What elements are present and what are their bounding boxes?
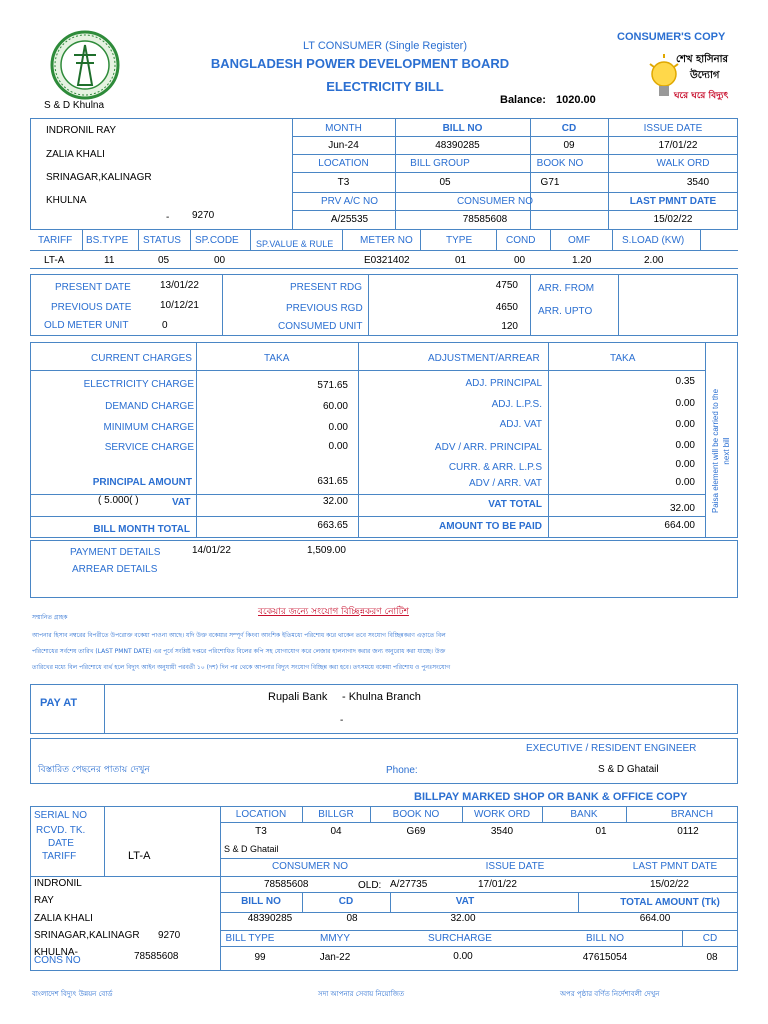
billgr-copy-value: 04 — [330, 826, 342, 837]
bill-month-total-value: 663.65 — [317, 520, 348, 531]
bpdb-seal-icon — [50, 30, 120, 100]
adj-vat-value: 0.00 — [675, 419, 695, 430]
amount-to-be-paid-label: AMOUNT TO BE PAID — [439, 521, 542, 532]
billno-header: BILL NO — [442, 123, 483, 134]
issue-date-value: 17/01/22 — [658, 140, 698, 151]
tariff-header: TARIFF — [38, 235, 73, 246]
bookno-header: BOOK NO — [536, 158, 584, 169]
cond-header: COND — [506, 235, 536, 246]
billgroup-value: 05 — [439, 177, 451, 188]
bank-copy-value: 01 — [595, 826, 607, 837]
billno2-copy-value: 47615054 — [582, 952, 628, 963]
engineer-office: S & D Ghatail — [598, 764, 659, 775]
notice-line-1: আপনার হিসাব নম্বরের বিপরীতে উপরোক্ত বকেয়া পাওনা আছে। যদি উক্ত বকেয়ার সম্পূর্ণ কিংবা আংশিক ইতিমধ্যে পরিশোধ করে থাকেন তবে সংযোগ বিচ্ছিন্নকরণ এড়াতে বিল — [32, 632, 446, 639]
notice-title: বকেয়ার জন্যে সংযোগ বিচ্ছিন্নকরণ নোটিশ — [258, 607, 409, 617]
date-label: DATE — [48, 838, 74, 849]
bookno-copy-value: G69 — [406, 826, 426, 837]
cd2-copy-header: CD — [702, 933, 718, 944]
office-name: S & D Khulna — [44, 100, 105, 111]
adj-principal-value: 0.35 — [675, 376, 695, 387]
principal-amount-label: PRINCIPAL AMOUNT — [92, 477, 192, 488]
branch-copy-value: 0112 — [677, 826, 699, 837]
omf-value: 1.20 — [572, 255, 592, 266]
pay-at-bank: Rupali Bank — [268, 691, 328, 703]
adjustment-header: ADJUSTMENT/ARREAR — [428, 353, 540, 364]
prv-ac-header: PRV A/C NO — [320, 196, 379, 207]
copy-label: CONSUMER'S COPY — [617, 31, 726, 43]
bstype-header: BS.TYPE — [86, 235, 129, 246]
principal-amount-value: 631.65 — [317, 476, 348, 487]
issue-date-header: ISSUE DATE — [643, 123, 703, 134]
issue-copy-value: 17/01/22 — [478, 879, 517, 890]
consumer-address-3: KHULNA — [46, 195, 87, 206]
walkord-value: 3540 — [686, 177, 710, 188]
payment-amount: 1,509.00 — [307, 545, 346, 556]
arr-upto-label: ARR. UPTO — [538, 306, 593, 317]
vat-rate-label: ( 5.000( ) — [98, 495, 139, 506]
taka-header-2: TAKA — [610, 353, 636, 364]
mmyy-copy-header: MMYY — [320, 933, 350, 944]
issue-copy-header: ISSUE DATE — [485, 861, 545, 872]
vat-copy-value: 32.00 — [450, 913, 476, 924]
consno-copy-header: CONSUMER NO — [271, 861, 349, 872]
type-header: TYPE — [446, 235, 473, 246]
omf-header: OMF — [568, 235, 591, 246]
spcode-value: 00 — [214, 255, 226, 266]
type-value: 01 — [455, 255, 467, 266]
prv-ac-value: A/25535 — [330, 214, 369, 225]
current-charges-header: CURRENT CHARGES — [91, 353, 192, 364]
location-copy-value: T3 — [255, 826, 267, 837]
surcharge-copy-header: SURCHARGE — [428, 933, 492, 944]
details-back-page-note: বিস্তারিত পেছনের পাতায় দেখুন — [38, 765, 150, 775]
last-payment-header: LAST PMNT DATE — [629, 196, 717, 207]
consumed-unit-label: CONSUMED UNIT — [278, 321, 363, 332]
service-charge-value: 0.00 — [328, 441, 348, 452]
bstype-value: 11 — [104, 255, 115, 266]
tariff-value: LT-A — [44, 255, 65, 266]
electricity-charge-label: ELECTRICITY CHARGE — [83, 379, 194, 390]
office-copy-office: S & D Ghatail — [224, 844, 279, 854]
adj-lps-label: ADJ. L.P.S. — [491, 399, 542, 410]
adv-arr-principal-label: ADV / ARR. PRINCIPAL — [434, 442, 542, 453]
month-header: MONTH — [325, 123, 362, 134]
adj-principal-label: ADJ. PRINCIPAL — [465, 378, 542, 389]
cons-no-copy-label: CONS NO — [34, 955, 81, 966]
vat-total-label: VAT TOTAL — [488, 499, 542, 510]
balance-label: Balance: — [500, 94, 546, 106]
sload-value: 2.00 — [644, 255, 664, 266]
meter-header: METER NO — [360, 235, 413, 246]
meter-value: E0321402 — [364, 255, 410, 266]
present-rdg-label: PRESENT RDG — [290, 282, 363, 293]
demand-charge-label: DEMAND CHARGE — [105, 401, 194, 412]
copy-name-1: INDRONIL — [34, 878, 82, 889]
billno-copy-header: BILL NO — [241, 896, 281, 907]
old-meter-label: OLD METER UNIT — [44, 320, 129, 331]
arrear-details-label: ARREAR DETAILS — [72, 564, 158, 575]
adv-arr-principal-value: 0.00 — [675, 440, 695, 451]
vat-value: 32.00 — [322, 496, 348, 507]
spcode-header: SP.CODE — [195, 235, 239, 246]
cd-value: 09 — [563, 140, 575, 151]
document-title: ELECTRICITY BILL — [326, 79, 444, 94]
present-date-label: PRESENT DATE — [55, 282, 131, 293]
old-meter-value: 0 — [162, 320, 168, 331]
pay-at-dash: - — [340, 715, 344, 726]
consumer-name: INDRONIL RAY — [46, 125, 117, 136]
billgroup-header: BILL GROUP — [410, 158, 470, 169]
present-rdg-value: 4750 — [495, 280, 518, 291]
meter-reading-box — [30, 274, 738, 336]
copy-address-2: SRINAGAR,KALINAGR — [34, 930, 140, 941]
billno-value: 48390285 — [435, 140, 480, 151]
total-amount-copy-value: 664.00 — [639, 913, 671, 924]
footer-left: বাংলাদেশ বিদ্যুৎ উন্নয়ন বোর্ড — [32, 990, 113, 998]
copy-address-3: KHULNA- — [34, 947, 78, 958]
cd-header: CD — [561, 123, 577, 134]
consumer-dash: - — [166, 212, 170, 223]
demand-charge-value: 60.00 — [322, 401, 348, 412]
serial-no-label: SERIAL NO — [34, 810, 87, 821]
logo-text-2: উদ্যোগ — [690, 70, 720, 81]
notice-line-2: পরিশোধের সর্বশেষ তারিখ (LAST PMNT DATE) এর পূর্বে সংশ্লিষ্ট দপ্তরে পরিশোধিত বিলের কপি সহ যোগাযোগ করে লেজার হালনাগাদ করার জন্য অনুরোধ করা যাচ্ছে। উক্ত — [32, 648, 446, 655]
billtype-copy-value: 99 — [254, 952, 266, 963]
spvalue-header: SP.VALUE & RULE — [256, 239, 334, 249]
notice-greeting: সম্মানিত গ্রাহক — [32, 614, 68, 621]
vat-label: VAT — [172, 497, 191, 508]
cd-copy-value: 08 — [346, 913, 358, 924]
cons-no-copy-value: 78585608 — [134, 951, 179, 962]
workord-copy-header: WORK ORD — [473, 809, 531, 820]
lastpay-copy-value: 15/02/22 — [650, 879, 689, 890]
curr-arr-lps-value: 0.00 — [675, 459, 695, 470]
paisa-note: Paisa element will be carried to the next bill — [711, 388, 731, 514]
month-value: Jun-24 — [328, 140, 359, 151]
payment-details-label: PAYMENT DETAILS — [70, 547, 161, 558]
previous-rgd-label: PREVIOUS RGD — [286, 303, 363, 314]
old-copy-value: A/27735 — [390, 879, 428, 890]
bookno-value: G71 — [540, 177, 560, 188]
payment-date: 14/01/22 — [192, 545, 231, 556]
surcharge-copy-value: 0.00 — [453, 951, 473, 962]
consumer-address-1: ZALIA KHALI — [46, 149, 105, 160]
adv-arr-vat-label: ADV / ARR. VAT — [469, 478, 542, 489]
copy-address-1: ZALIA KHALI — [34, 913, 93, 924]
curr-arr-lps-label: CURR. & ARR. L.P.S — [448, 462, 542, 473]
present-date-value: 13/01/22 — [160, 280, 199, 291]
engineer-title: EXECUTIVE / RESIDENT ENGINEER — [526, 743, 697, 754]
status-value: 05 — [158, 255, 170, 266]
bill-month-total-label: BILL MONTH TOTAL — [93, 524, 190, 535]
bookno-copy-header: BOOK NO — [392, 809, 440, 820]
office-copy-title: BILLPAY MARKED SHOP OR BANK & OFFICE COPY — [414, 791, 688, 803]
adj-lps-value: 0.00 — [675, 398, 695, 409]
location-copy-header: LOCATION — [235, 809, 287, 820]
pay-at-label: PAY AT — [40, 697, 78, 709]
consumer-no-header: CONSUMER NO — [456, 196, 534, 207]
vat-total-value: 32.00 — [669, 503, 695, 514]
adv-arr-vat-value: 0.00 — [675, 477, 695, 488]
previous-date-label: PREVIOUS DATE — [51, 302, 132, 313]
copy-code: 9270 — [158, 930, 181, 941]
branch-copy-header: BRANCH — [670, 809, 714, 820]
previous-rgd-value: 4650 — [495, 302, 518, 313]
total-amount-copy-header: TOTAL AMOUNT (Tk) — [620, 897, 720, 908]
status-header: STATUS — [143, 235, 181, 246]
billno2-copy-header: BILL NO — [586, 933, 624, 944]
taka-header: TAKA — [264, 353, 290, 364]
footer-right: অপর পৃষ্ঠার বর্ণিত নির্দেশাবলী দেখুন — [560, 990, 660, 998]
consumer-address-2: SRINAGAR,KALINAGR — [46, 172, 152, 183]
location-header: LOCATION — [318, 158, 369, 169]
workord-copy-value: 3540 — [490, 826, 514, 837]
adj-vat-label: ADJ. VAT — [499, 419, 542, 430]
copy-name-2: RAY — [34, 895, 54, 906]
last-payment-value: 15/02/22 — [653, 214, 693, 225]
consumer-type: LT CONSUMER (Single Register) — [302, 40, 468, 52]
cond-value: 00 — [514, 255, 526, 266]
mmyy-copy-value: Jan-22 — [319, 952, 351, 963]
billgr-copy-header: BILLGR — [318, 809, 354, 820]
consumed-unit-value: 120 — [501, 321, 518, 332]
billtype-copy-header: BILL TYPE — [225, 933, 275, 944]
bank-copy-header: BANK — [570, 809, 598, 820]
minimum-charge-value: 0.00 — [328, 422, 348, 433]
location-value: T3 — [337, 177, 350, 188]
arr-from-label: ARR. FROM — [538, 283, 595, 294]
footer-center: সদা আপনার সেবায় নিয়োজিত — [318, 990, 405, 998]
amount-to-be-paid-value: 664.00 — [664, 520, 695, 531]
notice-line-3: তারিখের মধ্যে বিল পরিশোধে ব্যর্থ হলে বিদ্যুৎ আইন অনুযায়ী পরবর্তী ১০ (দশ) দিন পর থেকে আপনার বিদ্যুৎ সংযোগ বিচ্ছিন্ন করা হবে। তৎসময়ে বকেয়া পরিশোধ ও পুনঃসংযোগ — [32, 664, 451, 671]
walkord-header: WALK ORD — [656, 158, 710, 169]
pay-at-branch: - Khulna Branch — [342, 691, 421, 703]
vat-copy-header: VAT — [455, 896, 475, 907]
minimum-charge-label: MINIMUM CHARGE — [103, 422, 194, 433]
board-name: BANGLADESH POWER DEVELOPMENT BOARD — [210, 56, 510, 71]
cd-copy-header: CD — [338, 896, 354, 907]
old-copy-label: OLD: — [358, 880, 382, 891]
tariff-label: TARIFF — [42, 851, 77, 862]
sload-header: S.LOAD (KW) — [622, 235, 685, 246]
service-charge-label: SERVICE CHARGE — [104, 442, 194, 453]
logo-text-1: শেখ হাসিনার — [676, 54, 729, 65]
tariff-copy-value: LT-A — [128, 850, 151, 862]
previous-date-value: 10/12/21 — [160, 300, 199, 311]
logo-text-3: ঘরে ঘরে বিদ্যুৎ — [674, 91, 729, 101]
billno-copy-value: 48390285 — [247, 913, 293, 924]
lastpay-copy-header: LAST PMNT DATE — [632, 861, 718, 872]
consumer-code: 9270 — [192, 210, 215, 221]
balance-value: 1020.00 — [556, 94, 596, 106]
consumer-no-value: 78585608 — [462, 214, 508, 225]
cd2-copy-value: 08 — [706, 952, 718, 963]
rcvd-tk-label: RCVD. TK. — [36, 825, 86, 836]
consno-copy-value: 78585608 — [264, 879, 309, 890]
phone-label: Phone: — [386, 765, 418, 776]
electricity-charge-value: 571.65 — [317, 380, 348, 391]
